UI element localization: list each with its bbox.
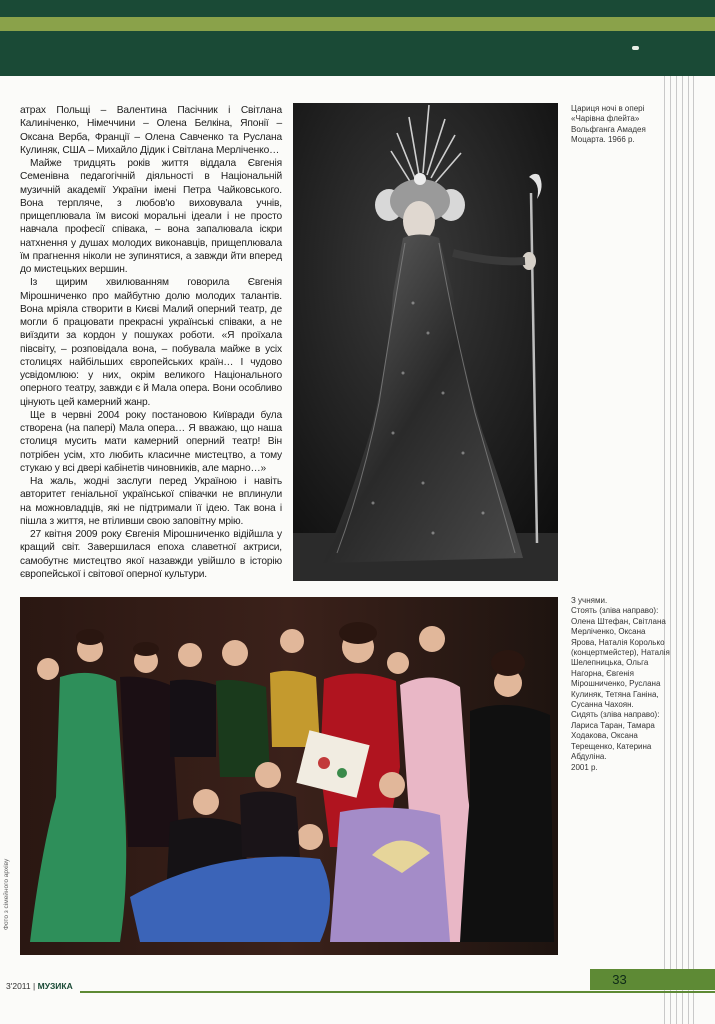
group-photo — [20, 597, 558, 955]
footer-issue — [6, 981, 73, 991]
margin-rules — [664, 76, 694, 1024]
group-photo-caption: З учнями. Стоять (зліва направо): Олена Штефан, Світлана Мерліченко, Оксана Ярова, Наталія Королько (концертмейстер), Наталія Шелепницька, Ольга Нагорна, Євгенія Мірошниченко, Руслана Кулиняк, Тетяна Ганіна, Сусанна Чахоян. Сидять (зліва направо): Лариса Таран, Тамара Ходакова, Оксана Терещенко, Катерина Абдуліна. 2001 р. — [571, 596, 670, 772]
article-paragraph: 27 квітня 2009 року Євгенія Мірошниченко відійшла у кращий світ. Завершилася епоха славетної актриси, самобутнє мистецтво якої назавжди увійшло в історію європейської і світової оперної культури. — [20, 529, 282, 580]
article-paragraph: Майже тридцять років життя віддала Євгенія Семенівна педагогічній діяльності в Національній музичній академії України імені Петра Чайковського. Вона терпляче, з любов'ю виховувала учнів, прищеплювала їм високі моральні ідеали і не просто навчала професії співака, – вона запалювала іскри натхнення у душах молодих виконавців, прищеплювала їм прагнення ніколи не зупинятися, а завжди йти вперед до мистецьких вершин. — [20, 158, 282, 275]
article-text — [20, 104, 282, 581]
issue-number: 3'2011 — [6, 981, 31, 991]
page-number-bar — [590, 969, 715, 990]
page-number: 33 — [612, 972, 627, 987]
photo-credit-text: Фото з сімейного архіву — [3, 858, 10, 930]
header-band — [0, 0, 715, 76]
queen-of-night-photo — [293, 103, 558, 581]
article-paragraph: атрах Польщі – Валентина Пасічник і Світлана Калиніченко, Німеччини – Олена Белкіна, Японії – Оксана Верба, Франції – Олена Савченко та Руслана Кулиняк, США – Михайло Дідик і Світлана Мерліченко… — [20, 105, 282, 156]
article-paragraph: Ще в червні 2004 року постановою Київради була створена (на папері) Мала опера… Я вважаю, що наша столиця мусить мати камерний оперний театр! Він потрібен усім, хто любить класичне мистецтво, а тому стукаю у всі двері кабінетів чиновників, але марно…» — [20, 409, 282, 474]
header-stripe — [0, 17, 715, 31]
magazine-name: МУЗИКА — [37, 981, 73, 991]
header-mark — [632, 46, 639, 50]
photo-caption: Цариця ночі в опері «Чарівна флейта» Вольфганга Амадея Моцарта. 1966 р. — [571, 104, 646, 145]
article-paragraph: На жаль, жодні заслуги перед Україною і навіть авторитет геніальної української співачки не вплинули на можновладців, які не підтримали її ідею. Так вона і пішла з життя, не втіливши свою заповітну мрію. — [20, 476, 282, 527]
footer-rule — [80, 991, 715, 993]
footer-separator: | — [33, 981, 36, 991]
photo-credit — [3, 830, 15, 930]
article-paragraph: Із щирим хвилюванням говорила Євгенія Мірошниченко про майбутню долю молодих талантів. Вона мріяла створити в Києві Малий оперний театр, де могли б працювати прекрасні українські співаки, а не виїздити за кордон у пошуках роботи. «Я проїхала півсвіту, – розповідала вона, – побувала майже в усіх столицях найбільших європейських країн… І чудово усвідомлюю: у них, окрім великого Національного оперного театру, завжди є й Мала опера. Вони особливо цінують цей камерний жанр. — [20, 277, 282, 408]
